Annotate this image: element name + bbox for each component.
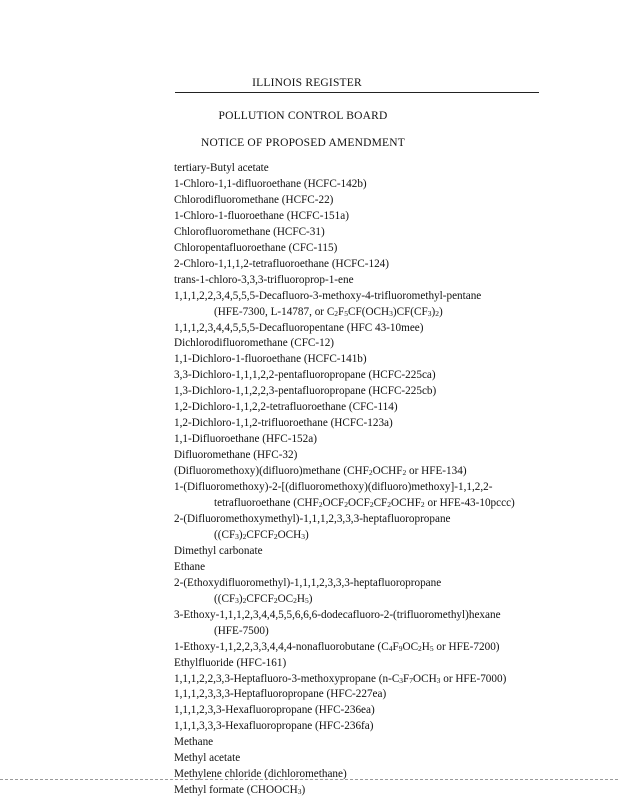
compound-entry: tertiary-Butyl acetate (174, 162, 269, 174)
compound-entry: Methyl acetate (174, 752, 241, 765)
compound-entry: Chloropentafluoroethane (CFC-115) (174, 241, 338, 254)
header-rule (175, 92, 539, 93)
compound-entry-line: 1-Ethoxy-1,1,2,2,3,3,4,4,4-nonafluorobutane ($C_4F_9OC_2H_5$ or HFE-7200) (174, 640, 500, 653)
compound-entry-line: 1-(Difluoromethoxy)-2-[(difluoromethoxy)(difluoro)methoxy]-1,1,2,2- (174, 481, 493, 494)
compound-entry (174, 576, 604, 608)
compound-entry: 1,3-Dichloro-1,1,2,2,3-pentafluoropropane (HCFC-225cb) (174, 385, 437, 398)
compound-entry (174, 608, 604, 640)
compound-entry-continuation: (HFE-7500) (214, 624, 269, 637)
compound-entry-line: (Difluoromethoxy)(difluoro)methane ($CHF_2OCHF_2$ or HFE-134) (174, 465, 467, 478)
compound-entry: 1,2-Dichloro-1,1,2-trifluoroethane (HCFC-123a) (174, 417, 393, 430)
compound-entry: 1,1,1,2,3,4,4,5,5,5-Decafluoropentane (HFC 43-10mee) (174, 321, 424, 334)
compound-entry: 1,2-Dichloro-1,1,2,2-tetrafluoroethane (CFC-114) (174, 401, 398, 414)
compound-entry-line: 1,1,1,2,2,3,4,5,5,5-Decafluoro-3-methoxy-4-trifluoromethyl-pentane (174, 289, 482, 302)
compound-entry: 1,1-Dichloro-1-fluoroethane (HCFC-141b) (174, 353, 367, 366)
compound-entry-line: 2-(Ethoxydifluoromethyl)-1,1,1,2,3,3,3-heptafluoropropane (174, 576, 442, 589)
compound-entry: 1,1-Difluoroethane (HFC-152a) (174, 433, 317, 446)
compound-entry: 1,1,1,2,3,3,3-Heptafluoropropane (HFC-227ea) (174, 688, 387, 701)
compound-entry-line: 2-(Difluoromethoxymethyl)-1,1,1,2,3,3,3-heptafluoropropane (174, 512, 451, 525)
compound-entry-continuation: (HFE-7300, L-14787, or $C_2F_5CF(OCH_3)CF(CF_3)_2$) (214, 305, 443, 318)
compound-entry-line: Methyl formate $(CHOOCH_3)$ (174, 784, 306, 797)
compound-entry (174, 464, 604, 480)
notice-heading: NOTICE OF PROPOSED AMENDMENT (201, 137, 405, 149)
compound-entry-line: 1,1,1,2,2,3,3-Heptafluoro-3-methoxypropane ($n-C_3F_7OCH_3$ or HFE-7000) (174, 672, 507, 685)
compound-entry (174, 289, 604, 321)
compound-entry: 2-Chloro-1,1,1,2-tetrafluoroethane (HCFC-124) (174, 257, 389, 270)
compound-entry (174, 512, 604, 544)
board-name: POLLUTION CONTROL BOARD (218, 110, 388, 122)
register-title: ILLINOIS REGISTER (252, 77, 362, 89)
compound-entry (174, 640, 604, 656)
compound-entry: Ethylfluoride (HFC-161) (174, 656, 287, 669)
compound-entry-continuation: $((CF_3)_2CFCF_2OC_2H_5)$ (214, 592, 313, 605)
compound-entry: Chlorodifluoromethane (HCFC-22) (174, 193, 334, 206)
compound-entry: Methane (174, 736, 214, 749)
compound-entry: Difluoromethane (HFC-32) (174, 449, 298, 462)
compound-list (174, 161, 604, 799)
compound-entry (174, 783, 604, 799)
compound-entry: Dichlorodifluoromethane (CFC-12) (174, 337, 335, 350)
compound-entry (174, 480, 604, 512)
compound-entry: 1-Chloro-1-fluoroethane (HCFC-151a) (174, 209, 349, 222)
compound-entry: 3,3-Dichloro-1,1,1,2,2-pentafluoropropane (HCFC-225ca) (174, 369, 436, 382)
compound-entry: 1,1,1,3,3,3-Hexafluoropropane (HFC-236fa) (174, 720, 374, 733)
compound-entry (174, 672, 604, 688)
compound-entry: trans-1-chloro-3,3,3-trifluoroprop-1-ene (174, 273, 354, 286)
compound-entry-line: 3-Ethoxy-1,1,1,2,3,4,4,5,5,6,6,6-dodecafluoro-2-(trifluoromethyl)hexane (174, 608, 501, 621)
compound-entry-continuation: tetrafluoroethane ($CHF_2OCF_2OCF_2CF_2OCHF_2$ or HFE-43-10pccc) (214, 497, 515, 510)
compound-entry: Ethane (174, 560, 206, 573)
compound-entry: Dimethyl carbonate (174, 544, 263, 557)
compound-entry: Chlorofluoromethane (HCFC-31) (174, 225, 325, 238)
compound-entry-continuation: $((CF_3)_2CFCF_2OCH_3)$ (214, 528, 309, 541)
compound-entry: 1,1,1,2,3,3-Hexafluoropropane (HFC-236ea) (174, 704, 375, 717)
compound-entry: Methylene chloride (dichloromethane) (174, 768, 347, 781)
page-bottom-rule (0, 779, 618, 780)
compound-entry: 1-Chloro-1,1-difluoroethane (HCFC-142b) (174, 177, 367, 190)
